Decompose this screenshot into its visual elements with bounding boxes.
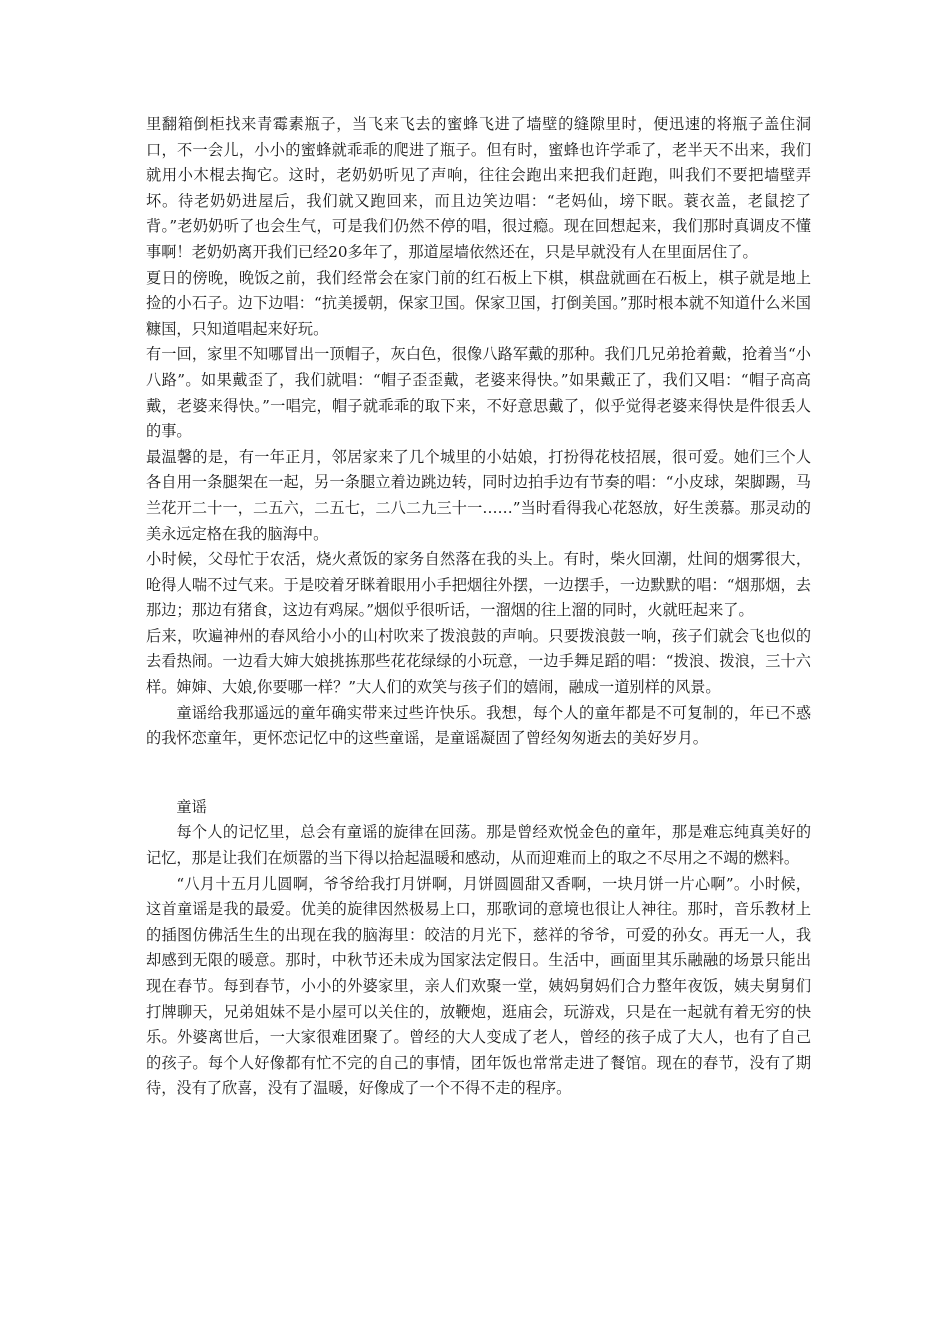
section-spacer	[146, 752, 811, 795]
paragraph-mid-autumn: “八月十五月儿圆啊，爷爷给我打月饼啊，月饼圆圆甜又香啊，一块月饼一片心啊”。小时候，这首童谣是我的最爱。优美的旋律因然极易上口，那歌词的意境也很让人神往。那时，音乐教材上的插图仿佛活生生的出现在我的脑海里：皎洁的月光下，慈祥的爷爷，可爱的孙女。再无一人，我却感到无限的暖意。那时，中秋节还未成为国家法定假日。生活中，画面里其乐融融的场景只能出现在春节。每到春节，小小的外婆家里，亲人们欢聚一堂，姨妈舅妈们合力整年夜饭，姨夫舅舅们打牌聊天，兄弟姐妹不是小屋可以关住的，放鞭炮，逛庙会，玩游戏，只是在一起就有着无穷的快乐。外婆离世后，一大家很难团聚了。曾经的大人变成了老人，曾经的孩子成了大人，也有了自己的孩子。每个人好像都有忙不完的自己的事情，团年饭也常常走进了餐馆。现在的春节，没有了期待，没有了欣喜，没有了温暖，好像成了一个不得不走的程序。	[146, 874, 811, 1098]
document-page	[146, 112, 811, 1102]
paragraph-conclusion: 童谣给我那遥远的童年确实带来过些许快乐。我想，每个人的童年都是不可复制的，年已不惑的我怀恋童年，更怀恋记忆中的这些童谣，是童谣凝固了曾经匆匆逝去的美好岁月。	[146, 703, 811, 748]
paragraph-honeybee: 里翻箱倒柜找来青霉素瓶子，当飞来飞去的蜜蜂飞进了墙壁的缝隙里时，便迅速的将瓶子盖住洞口，不一会儿，小小的蜜蜂就乖乖的爬进了瓶子。但有时，蜜蜂也许学乖了，老半天不出来，我们就用小木棍去掏它。这时，老奶奶听见了声响，往往会跑出来把我们赶跑，叫我们不要把墙壁弄坏。待老奶奶进屋后，我们就又跑回来，而且边笑边唱：“老妈仙，塝下眠。蓑衣盖，老鼠挖了背。”老奶奶听了也会生气，可是我们仍然不停的唱，很过瘾。现在回想起来，我们那时真调皮不懂事啊！老奶奶离开我们已经20多年了，那道屋墙依然还在，只是早就没有人在里面居住了。	[146, 115, 811, 261]
paragraph-smoke: 小时候，父母忙于农活，烧火煮饭的家务自然落在我的头上。有时，柴火回潮，灶间的烟雾很大，呛得人喘不过气来。于是咬着牙眯着眼用小手把烟往外摆，一边摆手，一边默默的唱：“烟那烟，去那边；那边有猪食，这边有鸡屎。”烟似乎很听话，一溜烟的往上溜的同时，火就旺起来了。	[146, 550, 811, 620]
paragraph-intro: 每个人的记忆里，总会有童谣的旋律在回荡。那是曾经欢悦金色的童年，那是难忘纯真美好的记忆，那是让我们在烦嚣的当下得以拾起温暖和感动，从而迎难而上的取之不尽用之不竭的燃料。	[146, 823, 811, 868]
paragraph-hat: 有一回，家里不知哪冒出一顶帽子，灰白色，很像八路军戴的那种。我们几兄弟抢着戴，抢着当“小八路”。如果戴歪了，我们就唱：“帽子歪歪戴，老婆来得快。”如果戴正了，我们又唱：“帽子高高戴，老婆来得快。”一唱完，帽子就乖乖的取下来，不好意思戴了，似乎觉得老婆来得快是件很丢人的事。	[146, 345, 811, 441]
paragraph-drum: 后来，吹遍神州的春风给小小的山村吹来了拨浪鼓的声响。只要拨浪鼓一响，孩子们就会飞也似的去看热闹。一边看大婶大娘挑拣那些花花绿绿的小玩意，一边手舞足蹈的唱：“拨浪、拨浪，三十六样。婶婶、大娘,你要哪一样？”大人们的欢笑与孩子们的嬉闹，融成一道别样的风景。	[146, 626, 811, 697]
section-title: 童谣	[176, 797, 207, 816]
paragraph-chess: 夏日的傍晚，晚饭之前，我们经常会在家门前的红石板上下棋，棋盘就画在石板上，棋子就是地上捡的小石子。边下边唱：“抗美援朝，保家卫国。保家卫国，打倒美国。”那时根本就不知道什么米国糠国，只知道唱起来好玩。	[146, 268, 811, 338]
paragraph-girls: 最温馨的是，有一年正月，邻居家来了几个城里的小姑娘，打扮得花枝招展，很可爱。她们三个人各自用一条腿架在一起，另一条腿立着边跳边转，同时边拍手边有节奏的唱：“小皮球，架脚踢，马兰花开二十一，二五六，二五七，二八二九三十一……”当时看得我心花怒放，好生羡慕。那灵动的美永远定格在我的脑海中。	[146, 447, 811, 543]
